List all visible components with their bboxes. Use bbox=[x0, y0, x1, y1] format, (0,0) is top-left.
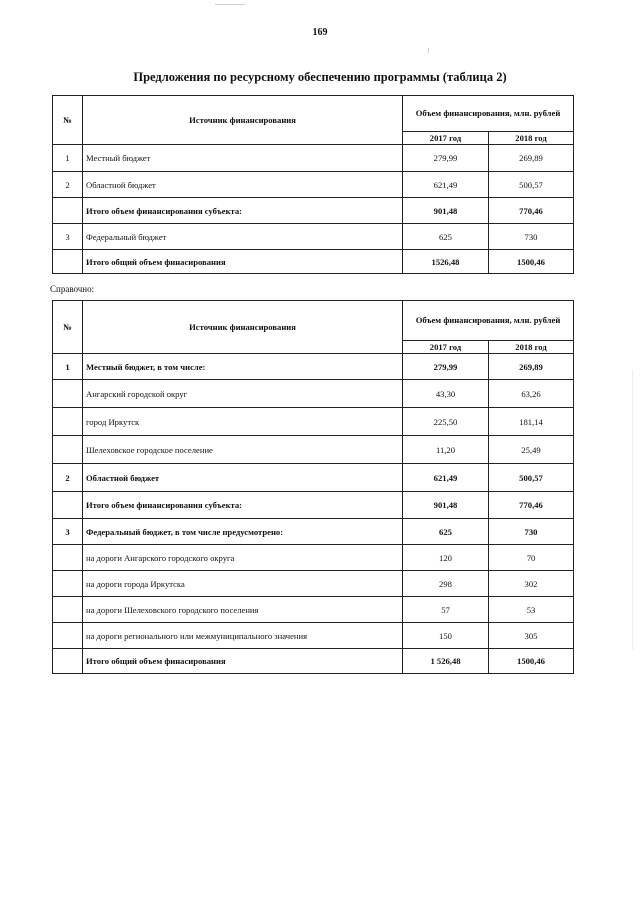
row-source: Федеральный бюджет, в том числе предусмотрено: bbox=[83, 519, 403, 545]
row-source: Областной бюджет bbox=[83, 464, 403, 492]
value-2018: 770,46 bbox=[489, 198, 574, 224]
row-number bbox=[53, 436, 83, 464]
value-2017: 1 526,48 bbox=[403, 649, 489, 674]
value-2017: 621,49 bbox=[403, 464, 489, 492]
value-2017: 298 bbox=[403, 571, 489, 597]
value-2018: 305 bbox=[489, 623, 574, 649]
value-2017: 621,49 bbox=[403, 172, 489, 198]
funding-table-reference bbox=[52, 300, 574, 674]
row-source: на дороги города Иркутска bbox=[83, 571, 403, 597]
value-2017: 901,48 bbox=[403, 492, 489, 519]
table-row bbox=[53, 464, 574, 492]
table-row bbox=[53, 172, 574, 198]
table-row-subtotal bbox=[53, 492, 574, 519]
funding-table-main bbox=[52, 95, 574, 274]
row-number: 2 bbox=[53, 464, 83, 492]
value-2017: 279,99 bbox=[403, 354, 489, 380]
row-number bbox=[53, 649, 83, 674]
header-year-2018: 2018 год bbox=[489, 132, 574, 145]
table-row bbox=[53, 145, 574, 172]
value-2018: 1500,46 bbox=[489, 649, 574, 674]
row-source: Местный бюджет, в том числе: bbox=[83, 354, 403, 380]
table-row bbox=[53, 623, 574, 649]
header-source: Источник финансирования bbox=[83, 96, 403, 145]
table-row-total bbox=[53, 250, 574, 274]
value-2017: 57 bbox=[403, 597, 489, 623]
header-year-2017: 2017 год bbox=[403, 132, 489, 145]
value-2018: 63,26 bbox=[489, 380, 574, 408]
row-number: 1 bbox=[53, 354, 83, 380]
row-source: Областной бюджет bbox=[83, 172, 403, 198]
row-number: 3 bbox=[53, 519, 83, 545]
value-2018: 181,14 bbox=[489, 408, 574, 436]
page-title: Предложения по ресурсному обеспечению программы (таблица 2) bbox=[133, 70, 507, 84]
row-number bbox=[53, 545, 83, 571]
value-2018: 302 bbox=[489, 571, 574, 597]
scan-mark bbox=[632, 370, 633, 650]
row-number bbox=[53, 597, 83, 623]
table-row bbox=[53, 545, 574, 571]
value-2017: 279,99 bbox=[403, 145, 489, 172]
value-2017: 1526,48 bbox=[403, 250, 489, 274]
value-2017: 625 bbox=[403, 224, 489, 250]
row-source: Федеральный бюджет bbox=[83, 224, 403, 250]
row-source: на дороги Шелеховского городского поселения bbox=[83, 597, 403, 623]
value-2017: 225,50 bbox=[403, 408, 489, 436]
value-2018: 269,89 bbox=[489, 354, 574, 380]
row-source: Итого общий объем финасирования bbox=[83, 649, 403, 674]
table-row bbox=[53, 519, 574, 545]
row-source: Итого объем финансирования субъекта: bbox=[83, 198, 403, 224]
value-2018: 770,46 bbox=[489, 492, 574, 519]
value-2017: 120 bbox=[403, 545, 489, 571]
row-number bbox=[53, 380, 83, 408]
value-2018: 500,57 bbox=[489, 172, 574, 198]
table-row bbox=[53, 380, 574, 408]
header-year-2018: 2018 год bbox=[489, 341, 574, 354]
row-source: Ангарский городской округ bbox=[83, 380, 403, 408]
value-2018: 500,57 bbox=[489, 464, 574, 492]
value-2018: 70 bbox=[489, 545, 574, 571]
scan-mark bbox=[428, 48, 429, 53]
value-2018: 730 bbox=[489, 224, 574, 250]
row-source: на дороги регионального или межмуниципального значения bbox=[83, 623, 403, 649]
table-row bbox=[53, 597, 574, 623]
row-number: 1 bbox=[53, 145, 83, 172]
header-funding: Объем финансирования, млн. рублей bbox=[403, 301, 574, 341]
table-row bbox=[53, 224, 574, 250]
table-row bbox=[53, 408, 574, 436]
value-2017: 150 bbox=[403, 623, 489, 649]
row-source: Местный бюджет bbox=[83, 145, 403, 172]
row-source: Итого общий объем финасирования bbox=[83, 250, 403, 274]
row-number bbox=[53, 198, 83, 224]
value-2018: 53 bbox=[489, 597, 574, 623]
row-number bbox=[53, 408, 83, 436]
page-number: 169 bbox=[312, 27, 328, 38]
header-funding: Объем финансирования, млн. рублей bbox=[403, 96, 574, 132]
row-source: Итого объем финансирования субъекта: bbox=[83, 492, 403, 519]
value-2017: 43,30 bbox=[403, 380, 489, 408]
header-number: № bbox=[53, 301, 83, 354]
value-2018: 730 bbox=[489, 519, 574, 545]
table-row-subtotal bbox=[53, 198, 574, 224]
row-source: город Иркутск bbox=[83, 408, 403, 436]
value-2017: 901,48 bbox=[403, 198, 489, 224]
row-source: на дороги Ангарского городского округа bbox=[83, 545, 403, 571]
row-number bbox=[53, 250, 83, 274]
row-number bbox=[53, 492, 83, 519]
table-row bbox=[53, 354, 574, 380]
value-2017: 625 bbox=[403, 519, 489, 545]
row-number bbox=[53, 571, 83, 597]
header-year-2017: 2017 год bbox=[403, 341, 489, 354]
table-row bbox=[53, 436, 574, 464]
reference-note: Справочно: bbox=[50, 284, 95, 294]
value-2018: 1500,46 bbox=[489, 250, 574, 274]
value-2018: 269,89 bbox=[489, 145, 574, 172]
row-number: 3 bbox=[53, 224, 83, 250]
row-number: 2 bbox=[53, 172, 83, 198]
value-2017: 11,20 bbox=[403, 436, 489, 464]
table-row bbox=[53, 571, 574, 597]
scan-mark bbox=[215, 4, 245, 5]
header-source: Источник финансирования bbox=[83, 301, 403, 354]
header-number: № bbox=[53, 96, 83, 145]
row-source: Шелеховское городское поселение bbox=[83, 436, 403, 464]
table-row-total bbox=[53, 649, 574, 674]
value-2018: 25,49 bbox=[489, 436, 574, 464]
row-number bbox=[53, 623, 83, 649]
